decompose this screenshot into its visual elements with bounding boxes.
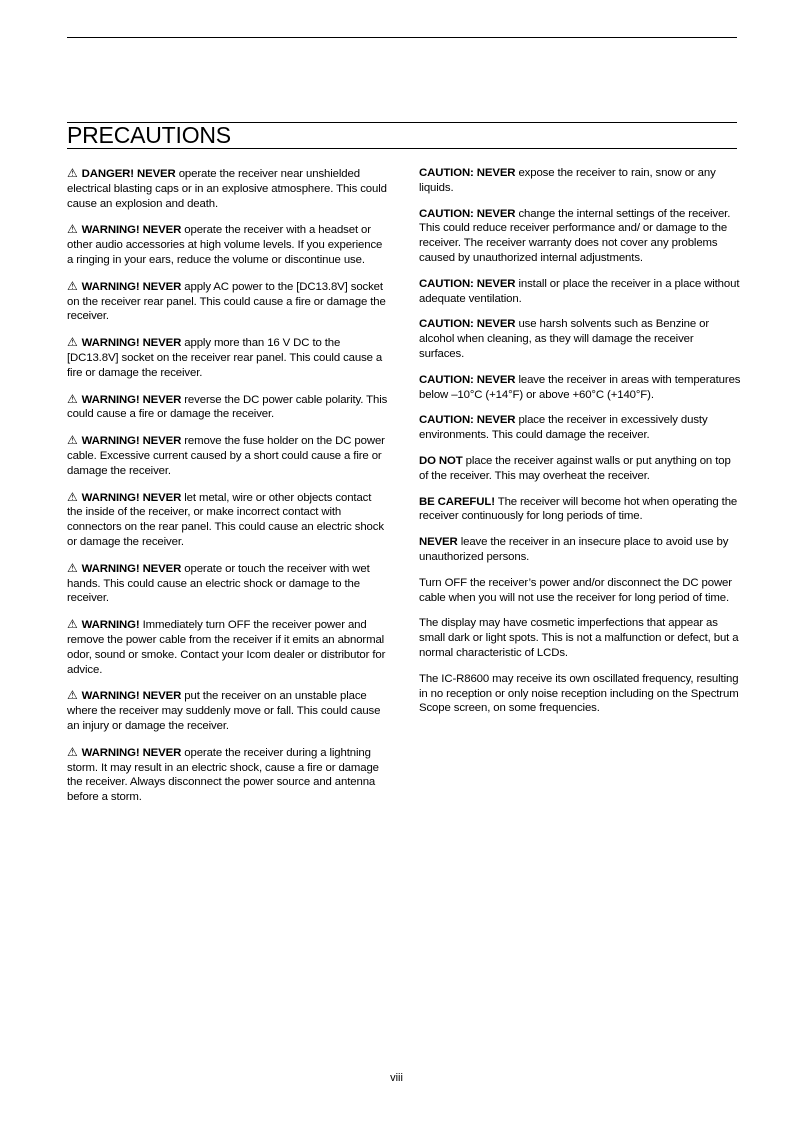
precaution-text: operate the receiver near unshielded electrical blasting caps or in an explosive atmosphere. This could cause an explosion and death. [67, 168, 387, 210]
precaution-text: Turn OFF the receiver’s power and/or disconnect the DC power cable when you will not use the receiver for long period of time. [419, 576, 732, 604]
precaution-item [67, 392, 389, 423]
precaution-label: WARNING! NEVER [81, 690, 182, 703]
precaution-text: apply AC power to the [DC13.8V] socket on the receiver rear panel. This could cause a fire or damage the receiver. [67, 280, 386, 323]
precaution-text: The IC-R8600 may receive its own oscillated frequency, resulting in no reception or only noise reception including on the Spectrum Scope screen, on some frequencies. [419, 672, 739, 715]
precaution-item [67, 335, 389, 380]
precaution-item [419, 672, 741, 716]
precaution-item [419, 413, 741, 443]
precaution-label: CAUTION: NEVER [419, 277, 516, 290]
precaution-text: install or place the receiver in a place without adequate ventilation. [419, 277, 740, 305]
warning-triangle-icon: ⚠ [67, 278, 78, 293]
precaution-label: WARNING! NEVER [81, 562, 182, 575]
precaution-text: put the receiver on an unstable place where the receiver may suddenly move or fall. This could cause an injury or damage the receiver. [67, 690, 381, 732]
page-number: viii [390, 1072, 403, 1084]
warning-triangle-icon: ⚠ [67, 433, 78, 448]
warning-triangle-icon: ⚠ [67, 489, 78, 504]
precaution-label: WARNING! NEVER [81, 746, 182, 759]
precaution-text: operate or touch the receiver with wet hands. This could cause an electric shock or damage to the receiver. [67, 562, 370, 605]
precaution-label: CAUTION: NEVER [419, 414, 516, 427]
precaution-label: WARNING! NEVER [81, 337, 182, 350]
precaution-item [419, 166, 741, 196]
precaution-label: CAUTION: NEVER [419, 207, 516, 220]
precaution-label: CAUTION: NEVER [419, 318, 516, 331]
precaution-text: let metal, wire or other objects contact the inside of the receiver, or make incorrect contact with connectors on the rear panel. This could cause an electric shock or damage the receiver. [67, 491, 384, 548]
page-title: PRECAUTIONS [67, 122, 231, 148]
precaution-item [67, 745, 389, 805]
warning-triangle-icon: ⚠ [67, 617, 78, 632]
precaution-text: leave the receiver in areas with temperatures below –10°C (+14°F) or above +60°C (+140°F). [419, 373, 741, 401]
precaution-item [67, 166, 389, 211]
precaution-item [67, 688, 389, 733]
precaution-text: reverse the DC power cable polarity. This could cause a fire or damage the receiver. [67, 393, 388, 421]
precaution-item [419, 317, 741, 361]
warning-triangle-icon: ⚠ [67, 744, 78, 759]
precaution-item [419, 495, 741, 525]
precaution-text: place the receiver against walls or put anything on top of the receiver. This may overheat the receiver. [419, 454, 731, 482]
precaution-item [419, 373, 741, 403]
title-rule-bottom [67, 148, 737, 149]
precaution-label: DANGER! NEVER [81, 168, 176, 180]
precaution-label: CAUTION: NEVER [419, 167, 516, 179]
precaution-text: place the receiver in excessively dusty environments. This could damage the receiver. [419, 414, 708, 442]
precaution-item [67, 617, 389, 677]
precaution-text: use harsh solvents such as Benzine or alcohol when cleaning, as they will damage the receiver surfaces. [419, 318, 710, 360]
precaution-label: NEVER [419, 536, 458, 549]
left-column [67, 166, 389, 816]
warning-triangle-icon: ⚠ [67, 560, 78, 575]
precaution-text: apply more than 16 V DC to the [DC13.8V] socket on the receiver rear panel. This could cause a fire or damage the receiver. [67, 337, 383, 379]
precaution-item [67, 561, 389, 606]
right-column [419, 166, 741, 727]
warning-triangle-icon: ⚠ [67, 688, 78, 703]
warning-triangle-icon: ⚠ [67, 222, 78, 237]
precaution-text: operate the receiver with a headset or other audio accessories at high volume levels. If you experience a ringing in your ears, reduce the volume or discontinue use. [67, 224, 383, 266]
precaution-text: The display may have cosmetic imperfections that appear as small dark or light spots. This is not a malfunction or defect, but a normal characteristic of LCDs. [419, 617, 739, 659]
warning-triangle-icon: ⚠ [67, 391, 78, 406]
precaution-text: operate the receiver during a lightning storm. It may result in an electric shock, cause a fire or damage the receiver. Always disconnect the power source and antenna before a storm. [67, 746, 379, 804]
precaution-label: WARNING! NEVER [81, 280, 182, 293]
precaution-item [67, 490, 389, 550]
precaution-label: WARNING! NEVER [81, 224, 182, 237]
precaution-text: The receiver will become hot when operating the receiver continuously for long periods of time. [419, 495, 738, 523]
precaution-text: remove the fuse holder on the DC power cable. Excessive current caused by a short could cause a fire or damage the receiver. [67, 435, 385, 477]
header-rule [67, 37, 737, 38]
warning-triangle-icon: ⚠ [67, 335, 78, 350]
precaution-item [419, 207, 741, 266]
precaution-item [67, 222, 389, 267]
warning-triangle-icon: ⚠ [67, 166, 78, 180]
precaution-label: WARNING! NEVER [81, 393, 182, 406]
precaution-text: Immediately turn OFF the receiver power and remove the power cable from the receiver if it emits an abnormal odor, sound or smoke. Contact your Icom dealer or distributor for advice. [67, 619, 386, 676]
precaution-label: WARNING! NEVER [81, 491, 182, 504]
precaution-item [419, 535, 741, 565]
precaution-label: WARNING! NEVER [81, 435, 182, 448]
precaution-label: DO NOT [419, 454, 463, 467]
precaution-item [419, 454, 741, 484]
precaution-label: WARNING! [81, 619, 140, 632]
precaution-text: change the internal settings of the receiver. This could reduce receiver performance and/ or damage to the receiver. The receiver warranty does not cover any problems caused by unauthorized internal adjustments. [419, 207, 731, 264]
precaution-item [419, 576, 741, 606]
precaution-item [419, 277, 741, 307]
precaution-item [67, 279, 389, 324]
precaution-item [67, 433, 389, 478]
precaution-label: CAUTION: NEVER [419, 373, 516, 386]
precaution-item [419, 616, 741, 660]
precaution-label: BE CAREFUL! [419, 495, 495, 508]
precaution-text: leave the receiver in an insecure place to avoid use by unauthorized persons. [419, 536, 729, 563]
precaution-text: expose the receiver to rain, snow or any liquids. [419, 167, 716, 194]
